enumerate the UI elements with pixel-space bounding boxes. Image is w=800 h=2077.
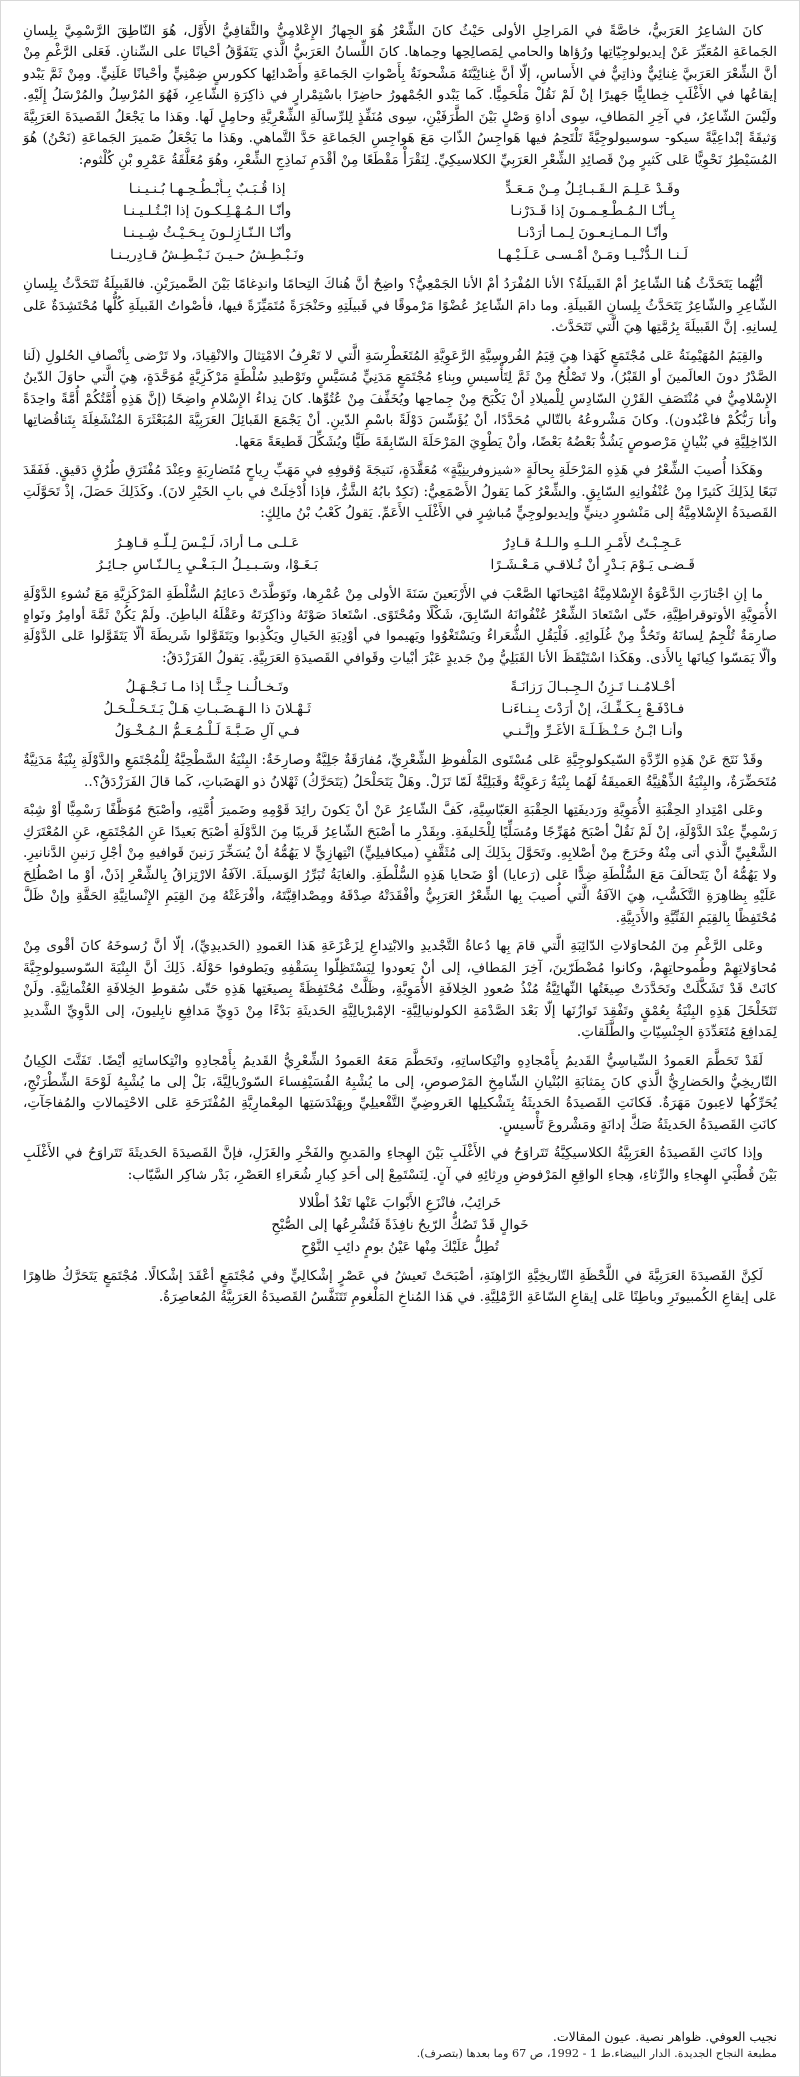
verse xyxy=(43,554,757,576)
second-hemistich: ونَـبْـطِـشُ حـيـنَ نَـبْـطِـشُ قـادِريـنـا xyxy=(110,247,305,264)
paragraph-umayyad: ما إنِ اجْتازَتِ الدَّعْوَةُ الإِسْلامِيَّةُ امْتِحانَها الصَّعْبَ في الأَرْبَعينَ سَنَةَ الأولى مِنْ عُمْرِها، وتَوَطَّدَتْ دَعائِمُ السُّلْطَةِ المَرْكَزِيَّةِ مَعَ نُشوءِ الدَّوْلَةِ الأُمَوِيَّةِ الأوتوقراطِيَّةِ، حَتّى اسْتَعادَ الشِّعْرُ عُنْفُوانَهُ السّابِقَ، شَكْلًا ومُحْتَوًى. اسْتَعادَ صَوْتَهُ وذاكِرَتَهُ وعَقْلَهُ الباطِنَ. ولَمْ يَكُنْ ثَمَّةَ أوامِرُ ونَواهٍ صارِمَةٌ تُلْجِمُ لِسانَهُ وتَحُدُّ مِنْ غُلَوائِهِ. فَلْيَقُلِ الشُّعَراءُ ويَسْتَغْوُوا ويَهيموا في أوْدِيَةِ الخَيالِ ويَكْذِبوا ويَتَقَوَّلوا شَريطَةَ ألّا يَتَقَوَّلوا عَلى الدَّوْلَةِ وألّا يَمَسّوا كِيانَها بِالأَذى. وهَكَذا اسْتَيْقَظَ الأنا القَبَلِيُّ مِنْ جَديدٍ عَبْرَ أبْياتِ وقَوافي القَصيدَةِ العَرَبِيَّةِ. يَقولُ الفَرَزْدَقُ: xyxy=(23,585,777,666)
poem-kaab-ibn-malik xyxy=(23,532,777,576)
first-hemistich: بِـأنّـا الـمُـطْـعِـمـونَ إذا قَـدَرْنـا xyxy=(510,203,676,220)
poem-line: خَرائِبُ، فانْزَعِ الأَبْوابَ عَنْها تَغْدُ أطْلالا xyxy=(298,1195,502,1212)
second-hemistich: وأنّـا الـنّـازِلـونَ بِـحَـيْـثُ شِـيـنـا xyxy=(122,225,292,242)
verse xyxy=(43,178,757,200)
paragraph-renewal: وعَلى الرَّغْمِ مِنَ المُحاوَلاتِ الدّائِبَةِ الَّتي قامَ بِها دُعاةُ التَّجْديدِ والابْتِداعِ لِزَعْزَعَةِ هَذا العَمودِ (الحَديدِيِّ)، إلّا أنَّ رُسوخَهُ كانَ أقْوى مِنْ مُحاوَلاتِهِمْ وطُموحاتِهِمْ، وكانوا مُضْطَرّينَ، آخِرَ المَطافِ، إلى أنْ يَعودوا لِيَسْتَظِلّوا بِسَقْفِهِ ويَطوفوا حَوْلَهُ. ذَلِكَ أنَّ البِنْيَةَ السّوسيولوجِيَّةَ كانَتْ قَدْ تَشَكَّلَتْ وتَحَدَّدَتْ صِيغَتُها النِّهائِيَّةُ مُنْذُ صُعودِ الخِلافَةِ الأُمَوِيَّةِ، وظَلَّتْ مُحْتَفِظَةً بِصيغَتِها هَذِهِ حَتّى سُقوطِ الخِلافَةِ العُثْمانِيَّةِ. ولَنْ تَتَخَلْخَلَ هَذِهِ البِنْيَةُ بِعُمْقٍ وتَفْقِدَ تَوازُنَها إلّا بَعْدَ الصَّدْمَةِ الكولونيالِيَّةِ- الإمْبرْيالِيَّةِ الحَديثَةِ بَدْءًا مِنْ دَوِيِّ مَدافِعِ نابِليونَ، إلى الدَّوِيِّ الشَّديدِ لِمَدافِعَ مُتَعَدِّدَةِ الجِنْسِيّاتِ والطَّلَقاتِ. xyxy=(23,938,777,1041)
first-hemistich: عَـجِـبْـتُ لأَمْـرِ الـلـهِ والـلـهُ قـادِرٌ xyxy=(503,534,683,551)
paragraph-collapse: لَقَدْ تَحَطَّمَ العَمودُ السِّياسِيُّ القَديمُ بِأَمْجادِهِ وانْتِكاساتِهِ، وتَحَطَّمَ مَعَهُ العَمودُ الشِّعْرِيُّ القَديمُ بِأَمْجادِهِ وانْتِكاساتِهِ أيْضًا. تَفَتَّتَ الكِيانُ التّاريخِيُّ والحَضارِيُّ الَّذي كانَ بِمَثابَةِ البُنْيانِ الشّامِخِ المَرْصوصِ، إلى ما يُشْبِهُ الفُسَيْفِساءَ السّورْيالِيَّةَ، بَلْ إلى ما يُشْبِهُ لَوْحَةَ الشِّطْرَنْجِ، يُحَرِّكُها لاعِبونَ مَهَرَةٌ. فَكانَتِ القَصيدَةُ الحَديثَةُ بِتَشْكيلِها العَروضِيِّ التَّفْعيلِيِّ وبِهَنْدَسَتِها المِعْمارِيَّةِ المُفْتَرَحَةِ عَلى الاحْتِمالاتِ والمُفاجَآتِ، كانَتِ القَصيدَةُ الحَديثَةُ صَكَّ إدانَةٍ ومَشْروعَ تَأْسيسٍ. xyxy=(23,1052,777,1133)
verse xyxy=(43,200,757,222)
citation xyxy=(23,2028,777,2062)
verse xyxy=(43,532,757,554)
verse xyxy=(43,244,757,266)
verse xyxy=(43,720,757,742)
second-hemistich: وأنّـا الـمُـهْـلِـكـونَ إذا ابْـتُـلـيـنـا xyxy=(123,203,292,220)
poem-farazdaq xyxy=(23,676,777,742)
paragraph-modern-poem: وإذا كانَتِ القَصيدَةُ العَرَبِيَّةُ الكلاسيكِيَّةُ تَتَراوَحُ في الأَغْلَبِ بَيْنَ الهِجاءِ والمَديحِ والفَخْرِ والغَزَلِ، فإنَّ القَصيدَةَ الحَديثَةَ تَتَراوَحُ في الأَغْلَبِ بَيْنَ قُطْبَيِ الهِجاءِ والرِّثاءِ، هِجاءِ الواقِعِ المَرْفوضِ ورِثائِهِ في آنٍ. لِنَسْتَمِعْ إلى أحَدِ كِبارِ شُعَراءِ العَصْرِ، بَدْر شاكِر السَّيّاب: xyxy=(23,1145,777,1183)
paragraph-paradox: وقَدْ نَتَجَ عَنْ هَذِهِ الرِّدَّةِ السّيكولوجِيَّةِ عَلى مُسْتَوى المَلْفوظِ الشِّعْرِيِّ، مُفارَقَةٌ جَلِيَّةٌ وصارِخَةٌ: البِنْيَةُ السَّطْحِيَّةُ لِلْمُجْتَمَعِ والدَّوْلَةِ بِنْيَةٌ مَدَنِيَّةٌ مُتَحَضِّرَةٌ، والبِنْيَةُ الذِّهْنِيَّةُ العَميقَةُ لَهُما بِنْيَةٌ رَعَوِيَّةٌ وقَبَلِيَّةٌ لَمّا تَزَلْ. وهَلْ يَتَحَلْحَلُ (يَتَحَرَّكُ) ثَهْلانُ ذو الهَضَباتِ، كَما قالَ الفَرَزْدَقُ؟.. xyxy=(23,752,777,790)
verse xyxy=(43,222,757,244)
paragraph-schizophrenia: وهَكَذا أُصيبَ الشِّعْرُ في هَذِهِ المَرْحَلَةِ بِحالَةٍ «شيزوفرينِيَّةٍ» مُعَقَّدَةٍ، نَتيجَةَ وُقوفِهِ في مَهَبِّ رِياحٍ مُتَضارِبَةٍ وعِنْدَ مُفْتَرَقِ طُرُقٍ دَقيقٍ. فَفَقَدَ تَبَعًا لِذَلِكَ كَثيرًا مِنْ عُنْفُوانِهِ السّابِقِ. والشِّعْرُ كَما يَقولُ الأَصْمَعِيُّ: (نَكِدٌ بابُهُ الشَّرُّ، فإذا أُدْخِلَتْ في بابِ الخَيْرِ لانَ). وكَذَلِكَ حَصَلَ، إذْ تَحَوَّلَتِ القَصيدَةُ الإِسْلامِيَّةُ إلى مَنْشورٍ دينيٍّ وإيديولوجِيٍّ مُباشِرٍ في الأَغْلَبِ الأَعَمِّ. يَقولُ كَعْبُ بْنُ مالِكٍ: xyxy=(23,462,777,522)
paragraph-values: والقِيَمُ المُهَيْمِنَةُ عَلى مُجْتَمَعٍ كَهَذا هِيَ قِيَمُ الفُروسِيَّةِ الرَّعَوِيَّةِ المُتَغَطْرِسَةِ الَّتي لا تَعْرِفُ الامْتِثالَ والانْقِيادَ، ولا تَرْضى بِأنْصافِ الحُلولِ (لَنا الصَّدْرُ دونَ العالَمينَ أو القَبْرُ)، ولا تَصْلُحُ مِنْ ثَمَّ لِتَأْسيسِ وبِناءِ مُجْتَمَعٍ مَدَنِيٍّ مُسَيَّسٍ وتَوْطيدِ سُلْطَةٍ مَرْكَزِيَّةٍ مُوَحَّدَةٍ، هِيَ الَّتي حاوَلَ الدّينُ الإِسْلامِيُّ في مُنْتَصَفِ القَرْنِ السّادِسِ لِلْميلادِ أنْ يَكْبَحَ مِنْ جِماحِها ويُخَفِّفَ مِنْ عُتُوِّها. كانَ نِداءُ الإِسْلامِ واضِحًا (إنَّ هَذِهِ أُمَّتُكُمْ أُمَّةً واحِدَةً وأنا رَبُّكُمْ فاعْبُدون). وكانَ مَشْروعُهُ بالتّالي مُحَدَّدًا، أنْ يُؤَسِّسَ دَوْلَةً باسْمِ الدّينِ. أنْ يَجْمَعَ القَبائِلَ العَرَبِيَّةَ المُبَعْثَرَةَ المُنْشَغِلَةَ بِتَناقُضاتِها الدّاخِلِيَّةِ في بُنْيانٍ مَرْصوصٍ يَشُدُّ بَعْضُهُ بَعْضًا، وأنْ يَطْوِيَ المَرْحَلَةَ السّابِقَةَ طَيًّا ويُشَكِّلَ قَطيعَةً مَعَها. xyxy=(23,347,777,450)
first-hemistich: وقَـدْ عَـلِـمَ الـقَـبـائِـلُ مِـنْ مَـعَـدٍّ xyxy=(505,181,681,198)
second-hemistich: ثَـهْـلانَ ذا الـهَـضَـبـاتِ هَـلْ يَـتَـحَـلْـحَـلُ xyxy=(103,701,312,718)
second-hemistich: بَـغَـوْا، وسَـبـيـلُ الـبَـغْـيِ بِـالـنّـاسِ جـائِـرُ xyxy=(96,556,319,573)
paragraph-court-poet: وعَلى امْتِدادِ الحِقْبَةِ الأُمَوِيَّةِ ورَديفَتِها الحِقْبَةِ العَبّاسِيَّةِ، كَفَّ الشّاعِرُ عَنْ أنْ يَكونَ رائِدَ قَوْمِهِ وضَميرَ أُمَّتِهِ، وأصْبَحَ مُوَظَّفًا رَسْمِيًّا أوْ شِبْهَ رَسْمِيٍّ عِنْدَ الدَّوْلَةِ، إنْ لَمْ نَقُلْ أصْبَحَ مُهَرِّجًا ومُسَلِّيًا لِلْخَليفَةِ. وبِقَدْرِ ما أصْبَحَ الشّاعِرُ قَريبًا مِنَ الدَّوْلَةِ أصْبَحَ بَعيدًا عَنِ المُجْتَمَعِ، عَنِ المُعْتَرَكِ الشَّعْبِيِّ الَّذي أتى مِنْهُ وخَرَجَ مِنْ أصْلابِهِ. وتَحَوَّلَ بِذَلِكَ إلى مُثَقَّفٍ (ميكافيلِيٍّ) انْتِهازِيٍّ لا يَهُمُّهُ أنْ يُسَخِّرَ رَنينَ قَوافيهِ مِنْ أجْلِ رَنينِ الدَّنانيرِ. ولا يَهُمُّهُ أنْ يَتَحالَفَ مَعَ السُّلْطَةِ ضِدًّا عَلى (رَعايا) أوْ ضَحايا هَذِهِ السُّلْطَةِ. والغايَةُ تُبَرِّرُ الوَسيلَةَ. الآفَةُ الارْتِزاقُ بِالشِّعْرِ إذَنْ، أوْ ما اصْطُلِحَ عَلَيْهِ بِظاهِرَةِ التَّكَسُّبِ، هِيَ الآفَةُ الَّتي أُصيبَ بِها الشِّعْرُ العَرَبِيُّ وأفْقَدَتْهُ صِدْقَهُ ومِصْداقِيَّتَهُ، وأفْرَغَتْهُ مِنَ القِيَمِ الإِنْسانِيَّةِ الحَقَّةِ وإنْ ظَلَّ مُحْتَفِظًا بِالقِيَمِ الفَنِّيَّةِ والأَدَبِيَّةِ. xyxy=(23,802,777,926)
first-hemistich: وأنـا ابْـنُ حَـنْـظَـلَـةَ الأغَـرِّ وإنَّـنـي xyxy=(502,723,683,740)
citation-author: نجيب العوفي. ظواهر نصية. عيون المقالات. xyxy=(552,2028,777,2044)
second-hemistich: وتَـخـالُـنـا جِـنًّـا إذا مـا نَـجْـهَـلُ xyxy=(125,679,289,696)
first-hemistich: وأنّـا الـمـانِـعـونَ لِـمـا أرَدْنـا xyxy=(517,225,669,242)
verse xyxy=(43,676,757,698)
first-hemistich: فـادْفَـعْ بِـكَـفِّـكَ، إنْ أرَدْتَ بِـنـاءَنـا xyxy=(501,701,685,718)
paragraph-tribe-voice: أيُّهُما يَتَحَدَّثُ هُنا الشّاعِرُ أمْ القَبيلَةُ؟ الأنا المُفْرَدُ أمْ الأنا الجَمْعِيُّ؟ واضِحٌ أنَّ هُناكَ التِحامًا واندِغامًا بَيْنَ الضَّميرَيْنِ. فالقَبيلَةُ تَتَحَدَّثُ بِلِسانِ الشّاعِرِ والشّاعِرُ يَتَحَدَّثُ بِلِسانِ القَبيلَةِ. وما دامَ الشّاعِرُ عُضْوًا مَرْموقًا في قَبيلَتِهِ وحَنْجَرَةً مُتَمَيِّزَةً فيها، فأصْواتُ القَبيلَةِ كُلُّها مُحْتَشِدَةٌ عَلى لِسانِهِ. إنَّ القَبيلَةَ بِرُمَّتِها هِيَ الَّتي تَتَحَدَّث. xyxy=(23,276,777,336)
first-hemistich: لَـنـا الـدُّنْـيـا ومَـنْ أمْـسـى عَـلَـيْـهـا xyxy=(497,247,688,264)
first-hemistich: قَـضـى يَـوْمَ بَـدْرٍ أنْ نُـلاقـي مَـعْـشَـرًا xyxy=(490,556,696,573)
verse xyxy=(43,698,757,720)
second-hemistich: فـي آلِ ضَـبَّـةَ لَـلْـمُـعَـمُّ الـمُـخْـوَلُ xyxy=(114,723,300,740)
second-hemistich: عَـلـى مـا أرادَ، لَـيْـسَ لِـلّـهِ قـاهِـرُ xyxy=(115,534,300,551)
poem-amr-ibn-kulthum xyxy=(23,178,777,266)
citation-source: مطبعة النجاح الجديدة. الدار البيضاء.ط 1 - 1992، ص 67 وما بعدها (بتصرف). xyxy=(416,2046,777,2060)
poem-line: خَوالٍ قَدْ تَصُكُّ الرّيحُ نافِذَةً فَتُشْرِعُها إلى الصُّبْحِ xyxy=(271,1217,529,1234)
poem-sayyab xyxy=(23,1193,777,1258)
paragraph-closing: لَكِنَّ القَصيدَةَ العَرَبِيَّةَ في اللَّحْظَةِ التّاريخِيَّةِ الرّاهِنَةِ، أصْبَحَتْ تَعيشُ في عَصْرٍ إشْكالِيٍّ وفي مُجْتَمَعٍ أعْقَدَ إشْكالًا. مُجْتَمَعٍ يَتَحَرَّكُ ظاهِرًا عَلى إيقاعِ الكُمبيوتَرِ وباطِنًا عَلى إيقاعِ السّاعَةِ الرَّمْلِيَّةِ. في هَذا المُناخِ المَلْغومِ تَتَنَفَّسُ القَصيدَةُ العَرَبِيَّةُ المُعاصِرَةُ. xyxy=(23,1267,777,1306)
paragraph-intro: كانَ الشاعِرُ العَرَبيُّ، خاصَّةً في المَراحِلِ الأولى حَيْثُ كانَ الشِّعْرُ هُوَ الجِهازُ الإِعْلامِيُّ والثَّقافِيُّ الأَوَّل، هُوَ النّاطِقَ الرَّسْمِيَّ بِلِسانِ الجَماعَةِ المُعَبِّرَ عَنْ إيديولوجِيّاتِها ورُؤاها والحامي لِمَصالِحِها وحِماها. كانَ اللِّسانُ العَرَبيُّ الَّذي يَتَفَوَّقُ أحْيانًا على السِّنانِ. فَعَلى الرَّغْمِ مِنْ أنَّ الشِّعْرَ العَرَبيَّ غِنائِيٌّ وذاتِيٌّ في الأَساسِ، إلّا أنَّ غِنائِيَّتَهُ مَشْحونَةٌ بِأَصْواتِ الجَماعَةِ وأَصْدائِها ككورسٍ ضِمْنِيٍّ وأحْيانًا عَلَنِيٍّ. ومِنْ ثَمَّ يَبْدو إيقاعُها في الأَغْلَبِ خِطابِيًّا جَهيرًا إنْ لَمْ نَقُلْ مَلْحَمِيًّا. كَما يَبْدو الجُمْهورُ حاضِرًا باسْتِمْرارٍ في ذاكِرَةِ الشّاعِرِ، فَهُوَ المُرْسِلُ والمُرْسَلُ إِلَيْهِ. ولَيْسَ الشّاعِرُ، في آخِرِ المَطافِ، سِوى أداةِ وَصْلٍ بَيْنَ الطَّرَفَيْنِ، سِوى مُنَفِّذٍ لِلرِّسالَةِ الشِّعْرِيَّةِ وحامِلٍ لَها. وهَذا ما يَجْعَلُ القَصيدَةَ العَرَبِيَّةَ وَثيقَةً إبْداعِيَّةً سيكو- سوسيولوجِيَّةً تَلْتَحِمُ فيها هَواجِسُ الذّاتِ مَعَ هَواجِسِ الجَماعَةِ حَدَّ التَّماهي. وهَذا ما يَجْعَلُ ضَميرَ الجَماعَةِ (نَحْنُ) هُوَ المُسَيْطِرُ نَحْوِيًّا عَلى كَثيرٍ مِنْ قَصائِدِ الشِّعْرِ العَرَبِيِّ الكلاسيكِيِّ. لِنَقْرَأْ مَقْطَعًا مِنْ أقْدَمِ نَماذِجِ الشِّعْرِ، وهُوَ مُعَلَّقَةُ عَمْرِو بْنِ كُلْثوم: xyxy=(23,23,777,168)
first-hemistich: أحْـلامُـنـا تَـزِنُ الـجِـبـالَ رَزانَـةً xyxy=(510,679,676,696)
poem-line: تُطِلُّ عَلَيْكَ مِنْها عَيْنُ بومٍ دائِبِ النَّوْحِ xyxy=(301,1238,499,1255)
second-hemistich: إذا قُـبَـبٌ بِـأَبْـطُـحِـهـا بُـنـيـنـا xyxy=(128,181,286,198)
